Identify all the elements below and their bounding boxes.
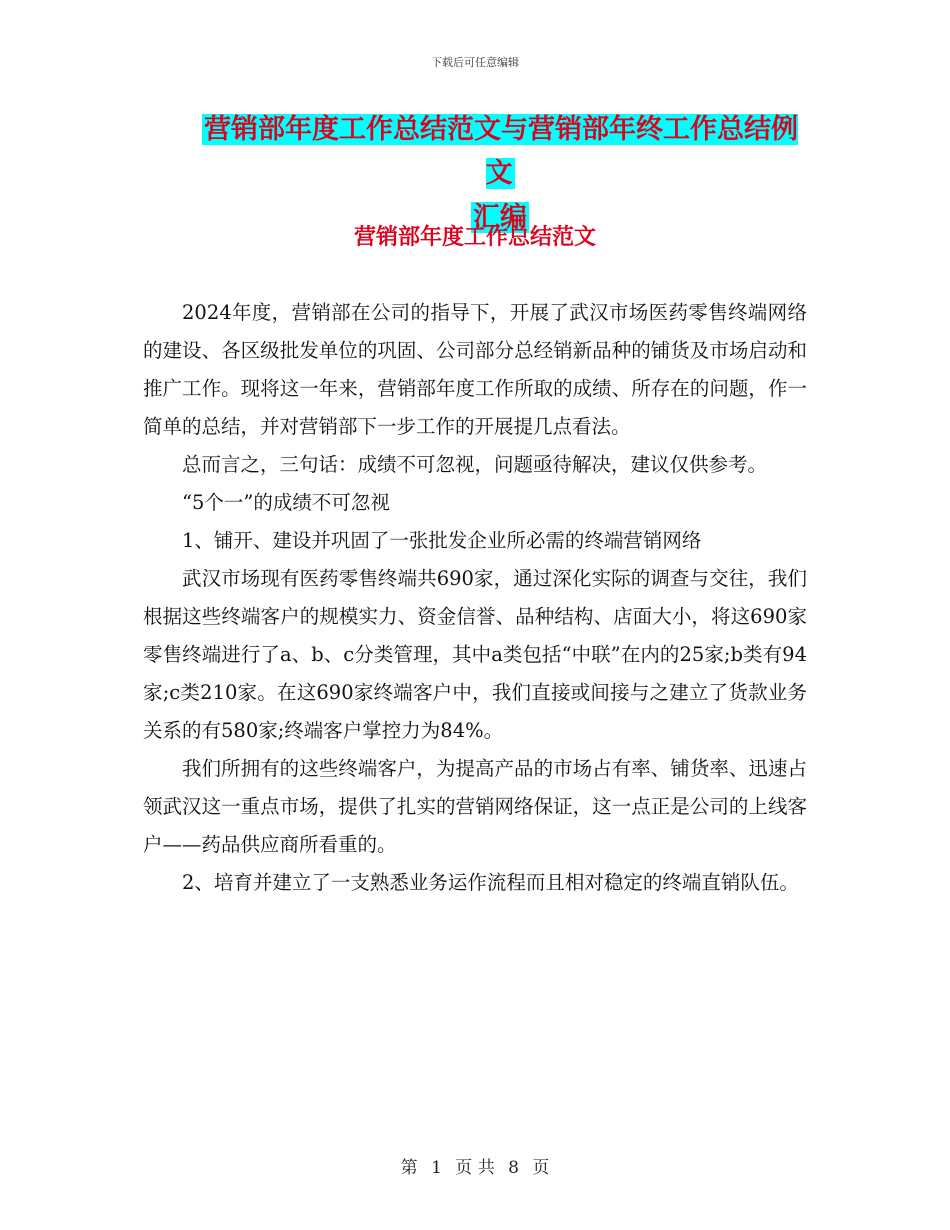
paragraph-summary: 总而言之，三句话：成绩不可忽视，问题亟待解决，建议仅供参考。: [182, 453, 768, 476]
section-title: 营销部年度工作总结范文: [353, 225, 596, 250]
paragraph-intro: 2024年度，营销部在公司的指导下，开展了武汉市场医药零售终端网络的建设、各区级批发单位的巩固、公司部分总经销新品种的铺货及市场启动和推广工作。现将这一年来，营销部年度工作所取的成绩、所存在的问题，作一简单的总结，并对营销部下一步工作的开展提几点看法。: [143, 301, 807, 438]
total-page-count: 8: [508, 1158, 519, 1178]
header-note: 下载后可任意编辑: [431, 56, 519, 69]
paragraph-market-details: 武汉市场现有医药零售终端共690家，通过深化实际的调查与交往，我们根据这些终端客户的规模实力、资金信誉、品种结构、店面大小，将这690家零售终端进行了a、b、c分类管理，其中a类包括“中联”在内的25家;b类有94家;c类210家。在这690家终端客户中，我们直接或间接与之建立了货款业务关系的有580家;终端客户掌控力为84%。: [143, 567, 807, 742]
footer-mid: 页 共: [455, 1158, 495, 1178]
footer-prefix: 第: [400, 1158, 418, 1178]
document-title-line2: 汇编: [473, 202, 527, 233]
paragraph-heading-achievements: “5个一”的成绩不可忽视: [182, 491, 390, 514]
current-page-number: 1: [431, 1158, 442, 1178]
document-title-line1: 营销部年度工作总结范文与营销部年终工作总结例文: [204, 114, 798, 189]
page-footer: [0, 1153, 950, 1178]
paragraph-point-1: 1、铺开、建设并巩固了一张批发企业所必需的终端营销网络: [182, 529, 702, 552]
paragraph-point-2: 2、培育并建立了一支熟悉业务运作流程而且相对稳定的终端直销队伍。: [182, 871, 799, 894]
footer-suffix: 页: [532, 1158, 550, 1178]
document-body: [143, 294, 807, 902]
paragraph-network-value: 我们所拥有的这些终端客户，为提高产品的市场占有率、铺货率、迅速占领武汉这一重点市场，提供了扎实的营销网络保证，这一点正是公司的上线客户——药品供应商所看重的。: [143, 757, 807, 856]
